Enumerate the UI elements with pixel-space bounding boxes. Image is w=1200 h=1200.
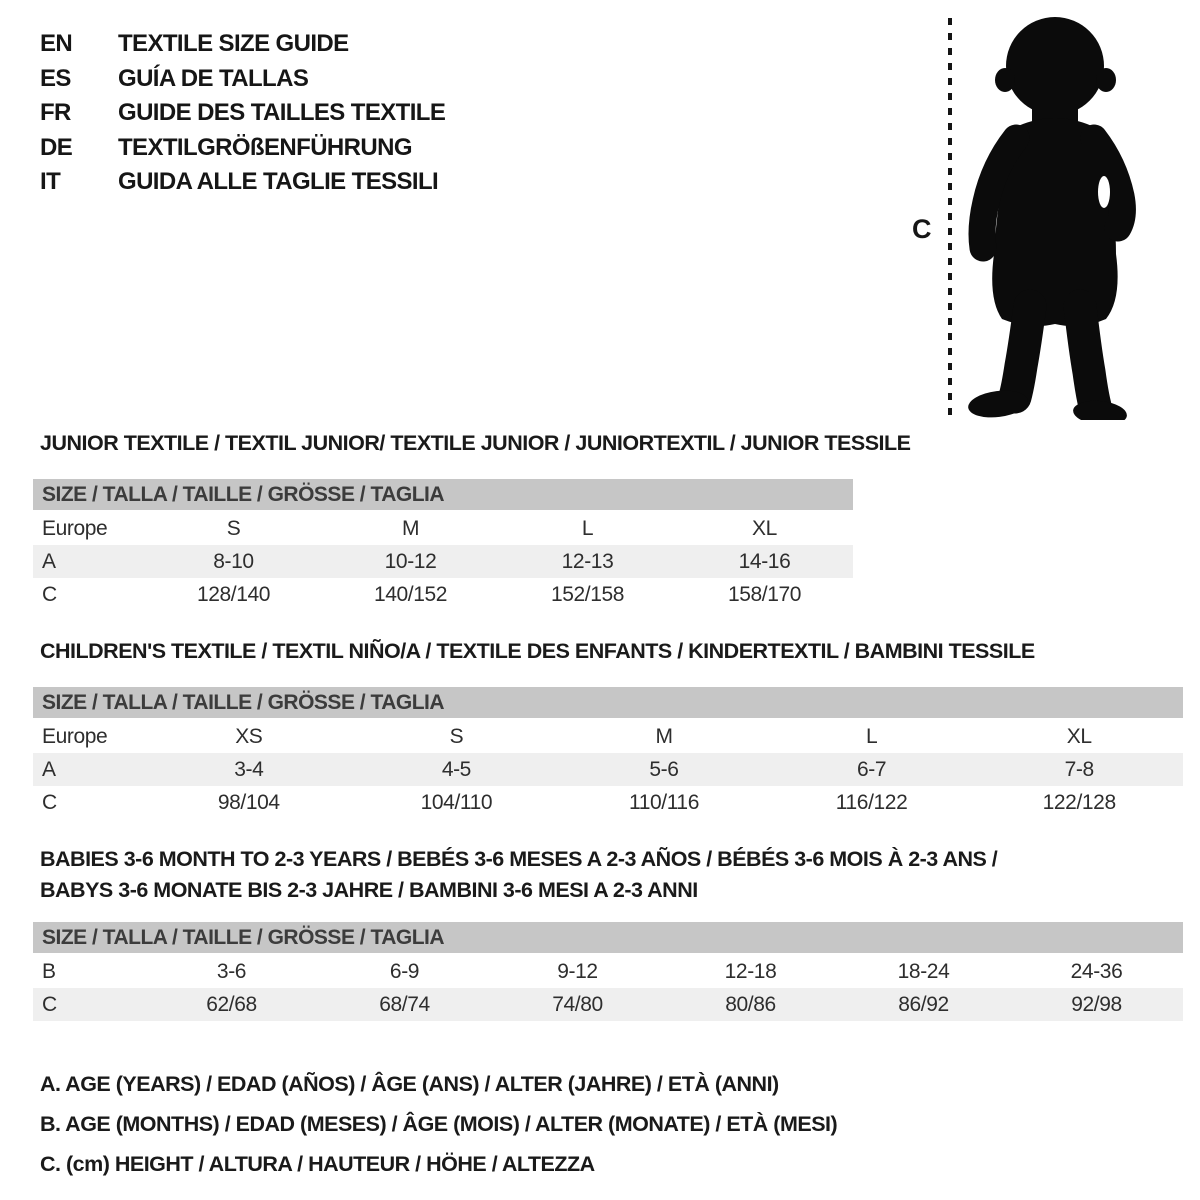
section-title-children: CHILDREN'S TEXTILE / TEXTIL NIÑO/A / TEXTILE DES ENFANTS / KINDERTEXTIL / BAMBINI TESSILE: [40, 639, 1035, 663]
size-header-bar: SIZE / TALLA / TAILLE / GRÖSSE / TAGLIA: [33, 479, 853, 510]
size-cell: XS: [235, 724, 263, 748]
height-cell: 98/104: [217, 790, 280, 814]
language-code: DE: [40, 133, 73, 161]
age-cell: 3-4: [234, 757, 264, 781]
size-cell: XL: [752, 516, 777, 540]
height-cell: 140/152: [373, 582, 448, 606]
section-title-junior: JUNIOR TEXTILE / TEXTIL JUNIOR/ TEXTILE JUNIOR / JUNIORTEXTIL / JUNIOR TESSILE: [40, 431, 911, 455]
height-cell: 62/68: [206, 992, 257, 1016]
age-cell: 7-8: [1064, 757, 1094, 781]
language-row: [40, 131, 445, 166]
language-title-block: [40, 27, 445, 200]
page-title-es: GUÍA DE TALLAS: [118, 64, 309, 92]
toddler-silhouette-icon: [956, 14, 1148, 420]
language-code: EN: [40, 30, 73, 57]
row-label: A: [42, 757, 56, 781]
age-cell: 8-10: [213, 549, 254, 573]
table-row-height: [33, 786, 1183, 819]
language-code: FR: [40, 99, 71, 126]
age-cell: 9-12: [557, 959, 598, 983]
age-cell: 10-12: [384, 549, 437, 573]
height-cell: 128/140: [196, 582, 271, 606]
note-age-years: A. AGE (YEARS) / EDAD (AÑOS) / ÂGE (ANS) / ALTER (JAHRE) / ETÀ (ANNI): [40, 1072, 779, 1096]
table-row-height: [33, 578, 853, 611]
size-cell: XL: [1066, 724, 1092, 748]
language-row: [40, 165, 445, 200]
size-cell: M: [401, 516, 420, 540]
table-row-europe: [33, 512, 853, 545]
table-row-height: [33, 988, 1183, 1021]
size-cell: L: [581, 516, 594, 540]
size-cell: S: [226, 516, 241, 540]
page-title-fr: GUIDE DES TAILLES TEXTILE: [118, 99, 446, 126]
row-label: B: [42, 959, 56, 983]
size-table-junior: [33, 479, 853, 611]
table-row-europe: [33, 720, 1183, 753]
age-cell: 24-36: [1070, 959, 1123, 983]
height-dimension-label: C: [912, 214, 931, 244]
size-header-bar: SIZE / TALLA / TAILLE / GRÖSSE / TAGLIA: [33, 687, 1183, 718]
height-cell: 68/74: [379, 992, 430, 1016]
age-cell: 3-6: [216, 959, 247, 983]
size-cell: S: [449, 724, 464, 748]
row-label: C: [42, 790, 57, 814]
size-cell: L: [865, 724, 878, 748]
section-title-babies: [40, 844, 997, 906]
height-cell: 152/158: [550, 582, 625, 606]
size-table-babies: [33, 922, 1183, 1021]
age-cell: 12-18: [724, 959, 777, 983]
age-cell: 6-7: [857, 757, 887, 781]
language-code: ES: [40, 64, 71, 92]
height-cell: 122/128: [1042, 790, 1116, 814]
page-title-it: GUIDA ALLE TAGLIE TESSILI: [118, 168, 439, 195]
language-code: IT: [40, 168, 61, 195]
height-cell: 74/80: [552, 992, 603, 1016]
page-title: TEXTILE SIZE GUIDE: [118, 30, 349, 57]
language-row: [40, 96, 445, 131]
height-cell: 104/110: [420, 790, 493, 814]
language-row: [40, 27, 445, 62]
section-title-babies-line2: BABYS 3-6 MONATE BIS 2-3 JAHRE / BAMBINI 3-6 MESI A 2-3 ANNI: [40, 878, 698, 902]
height-cell: 80/86: [725, 992, 776, 1016]
page-title-de: TEXTILGRÖßENFÜHRUNG: [118, 133, 412, 161]
age-cell: 4-5: [441, 757, 471, 781]
age-cell: 18-24: [897, 959, 950, 983]
age-cell: 5-6: [649, 757, 679, 781]
table-row-age-months: [33, 955, 1183, 988]
note-height-cm: C. (cm) HEIGHT / ALTURA / HAUTEUR / HÖHE / ALTEZZA: [40, 1152, 595, 1176]
size-table-children: [33, 687, 1183, 819]
size-header-bar: SIZE / TALLA / TAILLE / GRÖSSE / TAGLIA: [33, 922, 1183, 953]
size-cell: M: [655, 724, 673, 748]
row-label: C: [42, 582, 57, 606]
height-cell: 86/92: [898, 992, 949, 1016]
table-row-age: [33, 545, 853, 578]
row-label: C: [42, 992, 57, 1016]
age-cell: 12-13: [561, 549, 614, 573]
note-age-months: B. AGE (MONTHS) / EDAD (MESES) / ÂGE (MOIS) / ALTER (MONATE) / ETÀ (MESI): [40, 1112, 838, 1136]
section-title-babies-line1: BABIES 3-6 MONTH TO 2-3 YEARS / BEBÉS 3-6 MESES A 2-3 AÑOS / BÉBÉS 3-6 MOIS À 2-3 ANS /: [40, 847, 998, 871]
language-row: [40, 62, 445, 97]
table-row-age: [33, 753, 1183, 786]
age-cell: 14-16: [738, 549, 791, 573]
height-cell: 92/98: [1071, 992, 1122, 1016]
height-cell: 116/122: [835, 790, 908, 814]
height-dimension-dashed-line: [948, 18, 952, 416]
legend-notes: [40, 1064, 837, 1184]
row-label: A: [42, 549, 56, 573]
height-cell: 158/170: [727, 582, 802, 606]
row-label: Europe: [42, 724, 108, 748]
row-label: Europe: [42, 516, 108, 540]
age-cell: 6-9: [389, 959, 420, 983]
height-cell: 110/116: [628, 790, 699, 814]
